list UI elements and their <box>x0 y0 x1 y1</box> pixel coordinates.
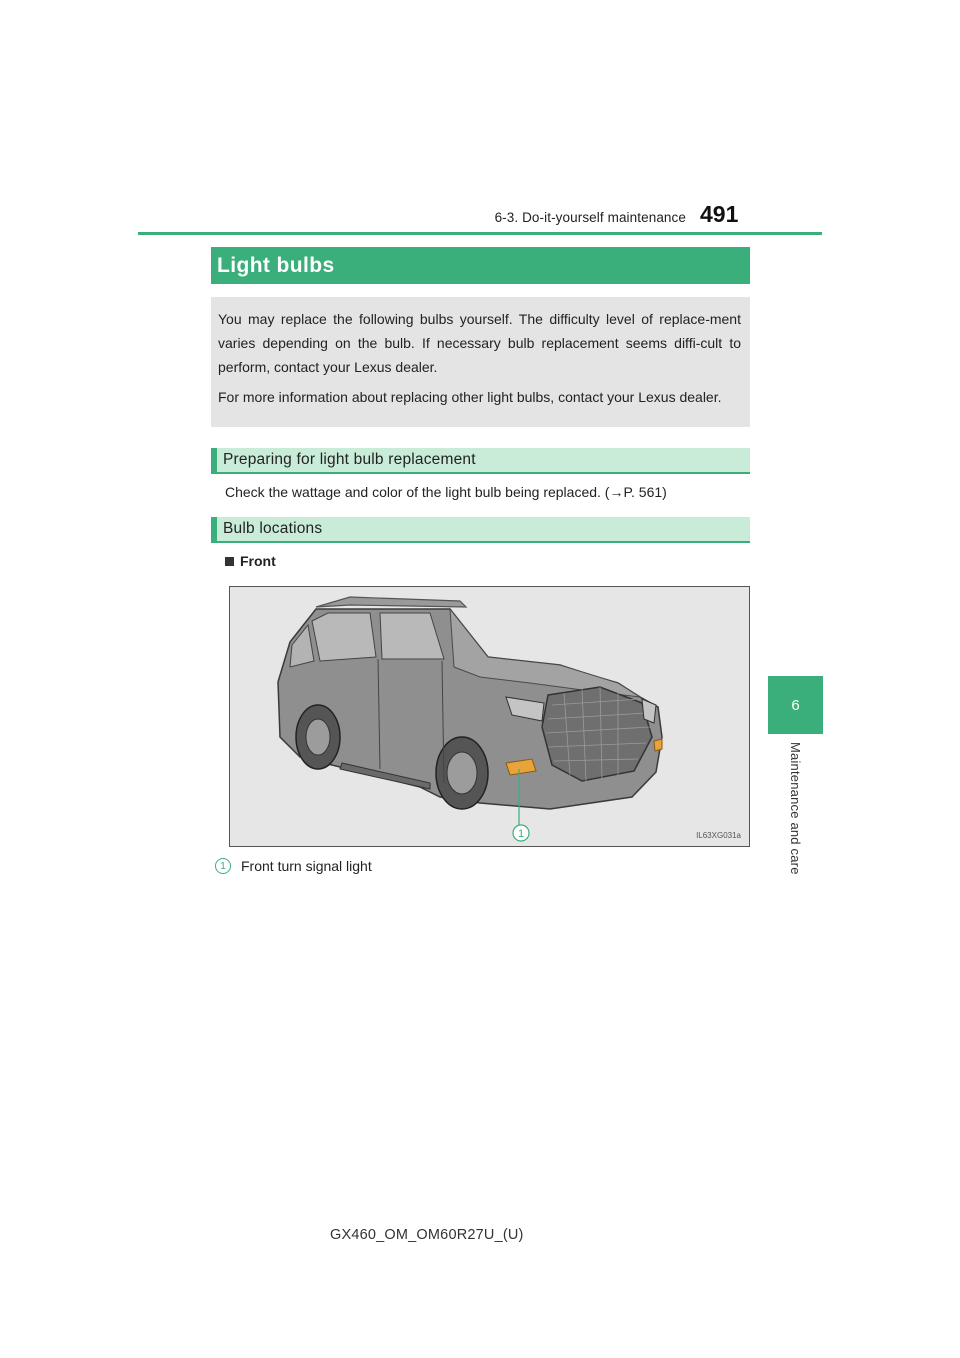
chapter-tab-label-text: Maintenance and care <box>788 742 803 875</box>
intro-paragraph-1: You may replace the following bulbs yourself. The difficulty level of replace-ment varies depending on the bulb. If necessary bulb replacement seems diffi-cult to perform, contact your Lexus dealer. <box>218 311 741 375</box>
front-heading <box>225 553 276 569</box>
legend-item-front-turn-signal <box>215 858 372 874</box>
subheading-bulb-locations: Bulb locations <box>211 517 750 543</box>
header-rule <box>138 232 822 235</box>
page-number: 491 <box>700 201 739 227</box>
legend-label: Front turn signal light <box>241 858 372 874</box>
intro-box <box>211 297 750 427</box>
figure-callout-1: 1 <box>517 828 525 840</box>
section-title: Light bulbs <box>211 247 750 284</box>
front-heading-label: Front <box>240 553 276 569</box>
footer-code: GX460_OM_OM60R27U_(U) <box>330 1227 524 1243</box>
intro-paragraph-2: For more information about replacing other light bulbs, contact your Lexus dealer. <box>218 389 722 405</box>
vehicle-front-illustration <box>229 586 750 847</box>
subheading-preparing: Preparing for light bulb replacement <box>211 448 750 474</box>
preparing-text: Check the wattage and color of the light bulb being replaced. (→P. 561) <box>225 484 667 500</box>
figure-code: IL63XG031a <box>696 831 741 840</box>
suv-drawing <box>230 587 749 846</box>
chapter-tab-number: 6 <box>768 676 823 734</box>
legend-number-icon: 1 <box>215 858 231 874</box>
running-header-section: 6-3. Do-it-yourself maintenance <box>494 210 686 225</box>
chapter-tab-label <box>768 742 823 892</box>
square-bullet-icon <box>225 557 234 566</box>
